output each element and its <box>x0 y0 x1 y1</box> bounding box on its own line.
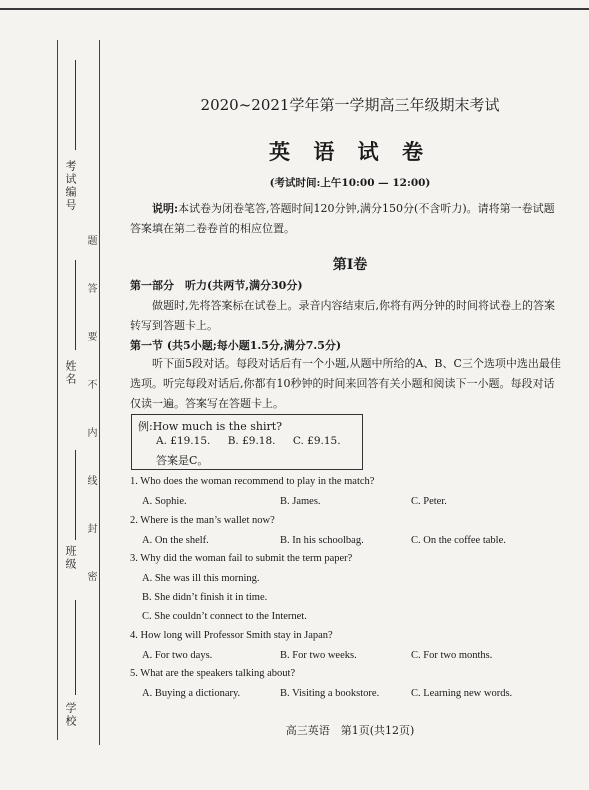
seal-line-text: 题答要不内线封密 <box>85 235 96 619</box>
notice <box>130 199 560 239</box>
example-box <box>131 414 363 470</box>
notice-label: 说明: <box>152 202 179 215</box>
school-blank <box>75 600 76 695</box>
margin-exam-no-label: 考试编号 <box>64 160 77 212</box>
example-options <box>156 435 355 447</box>
q1-option-b: B. James. <box>280 496 321 507</box>
margin-school-label: 学校 <box>64 702 77 728</box>
page-footer: 高三英语 第1页(共12页) <box>285 724 415 737</box>
notice-text: 本试卷为闭卷笔答,答题时间120分钟,满分150分(不含听力)。请将第一卷试题答案填在第二卷卷首的相应位置。 <box>130 202 555 235</box>
question-4: 4. How long will Professor Smith stay in Japan? <box>130 630 333 641</box>
part-title: 第Ⅰ卷 <box>332 257 368 273</box>
exam-time: (考试时间:上午10:00 — 12:00) <box>269 177 431 189</box>
q4-option-c: C. For two months. <box>411 650 493 661</box>
top-rule <box>0 8 589 10</box>
q5-option-b: B. Visiting a bookstore. <box>280 688 380 699</box>
q4-option-a: A. For two days. <box>142 650 213 661</box>
margin-line-left <box>57 40 58 740</box>
q3-option-b: B. She didn’t finish it in time. <box>142 592 268 603</box>
q4-option-b: B. For two weeks. <box>280 650 357 661</box>
section1-instructions: 做题时,先将答案标在试卷上。录音内容结束后,你将有两分钟的时间将试卷上的答案转写到答题卡上。 <box>130 299 555 332</box>
q5-option-c: C. Learning new words. <box>411 688 513 699</box>
q1-option-a: A. Sophie. <box>142 496 187 507</box>
exam-no-blank <box>75 60 76 150</box>
q2-option-a: A. On the shelf. <box>142 535 209 546</box>
subsection1-heading: 第一节 (共5小题;每小题1.5分,满分7.5分) <box>130 339 342 352</box>
margin-line-right <box>99 40 100 745</box>
question-3: 3. Why did the woman fail to submit the term paper? <box>130 553 353 564</box>
subject-title: 英 语 试 卷 <box>269 139 431 164</box>
q1-option-c: C. Peter. <box>411 496 447 507</box>
example-answer: 答案是C。 <box>156 454 209 467</box>
exam-title: 2020~2021学年第一学期高三年级期末考试 <box>200 96 500 114</box>
example-option: C. £9.15. <box>292 435 341 447</box>
class-blank <box>75 450 76 540</box>
q5-option-a: A. Buying a dictionary. <box>142 688 241 699</box>
example-option: B. £9.18. <box>227 435 276 447</box>
margin-name-label: 姓名 <box>64 360 77 386</box>
question-2: 2. Where is the man’s wallet now? <box>130 515 275 526</box>
name-blank <box>75 260 76 350</box>
example-option: A. £19.15. <box>156 435 211 447</box>
subsection1-instructions: 听下面5段对话。每段对话后有一个小题,从题中所给的A、B、C三个选项中选出最佳选项。听完每段对话后,你都有10秒钟的时间来回答有关小题和阅读下一小题。每段对话仅读一遍。答案写在答题卡上。 <box>130 357 561 410</box>
q2-option-b: B. In his schoolbag. <box>280 535 364 546</box>
q2-option-c: C. On the coffee table. <box>411 535 506 546</box>
q3-option-c: C. She couldn’t connect to the Internet. <box>142 611 307 622</box>
question-1: 1. Who does the woman recommend to play in the match? <box>130 476 375 487</box>
q3-option-a: A. She was ill this morning. <box>142 573 260 584</box>
example-question: 例:How much is the shirt? <box>138 420 283 433</box>
section1-heading: 第一部分 听力(共两节,满分30分) <box>130 279 303 292</box>
question-5: 5. What are the speakers talking about? <box>130 668 296 679</box>
margin-class-label: 班级 <box>64 545 77 571</box>
